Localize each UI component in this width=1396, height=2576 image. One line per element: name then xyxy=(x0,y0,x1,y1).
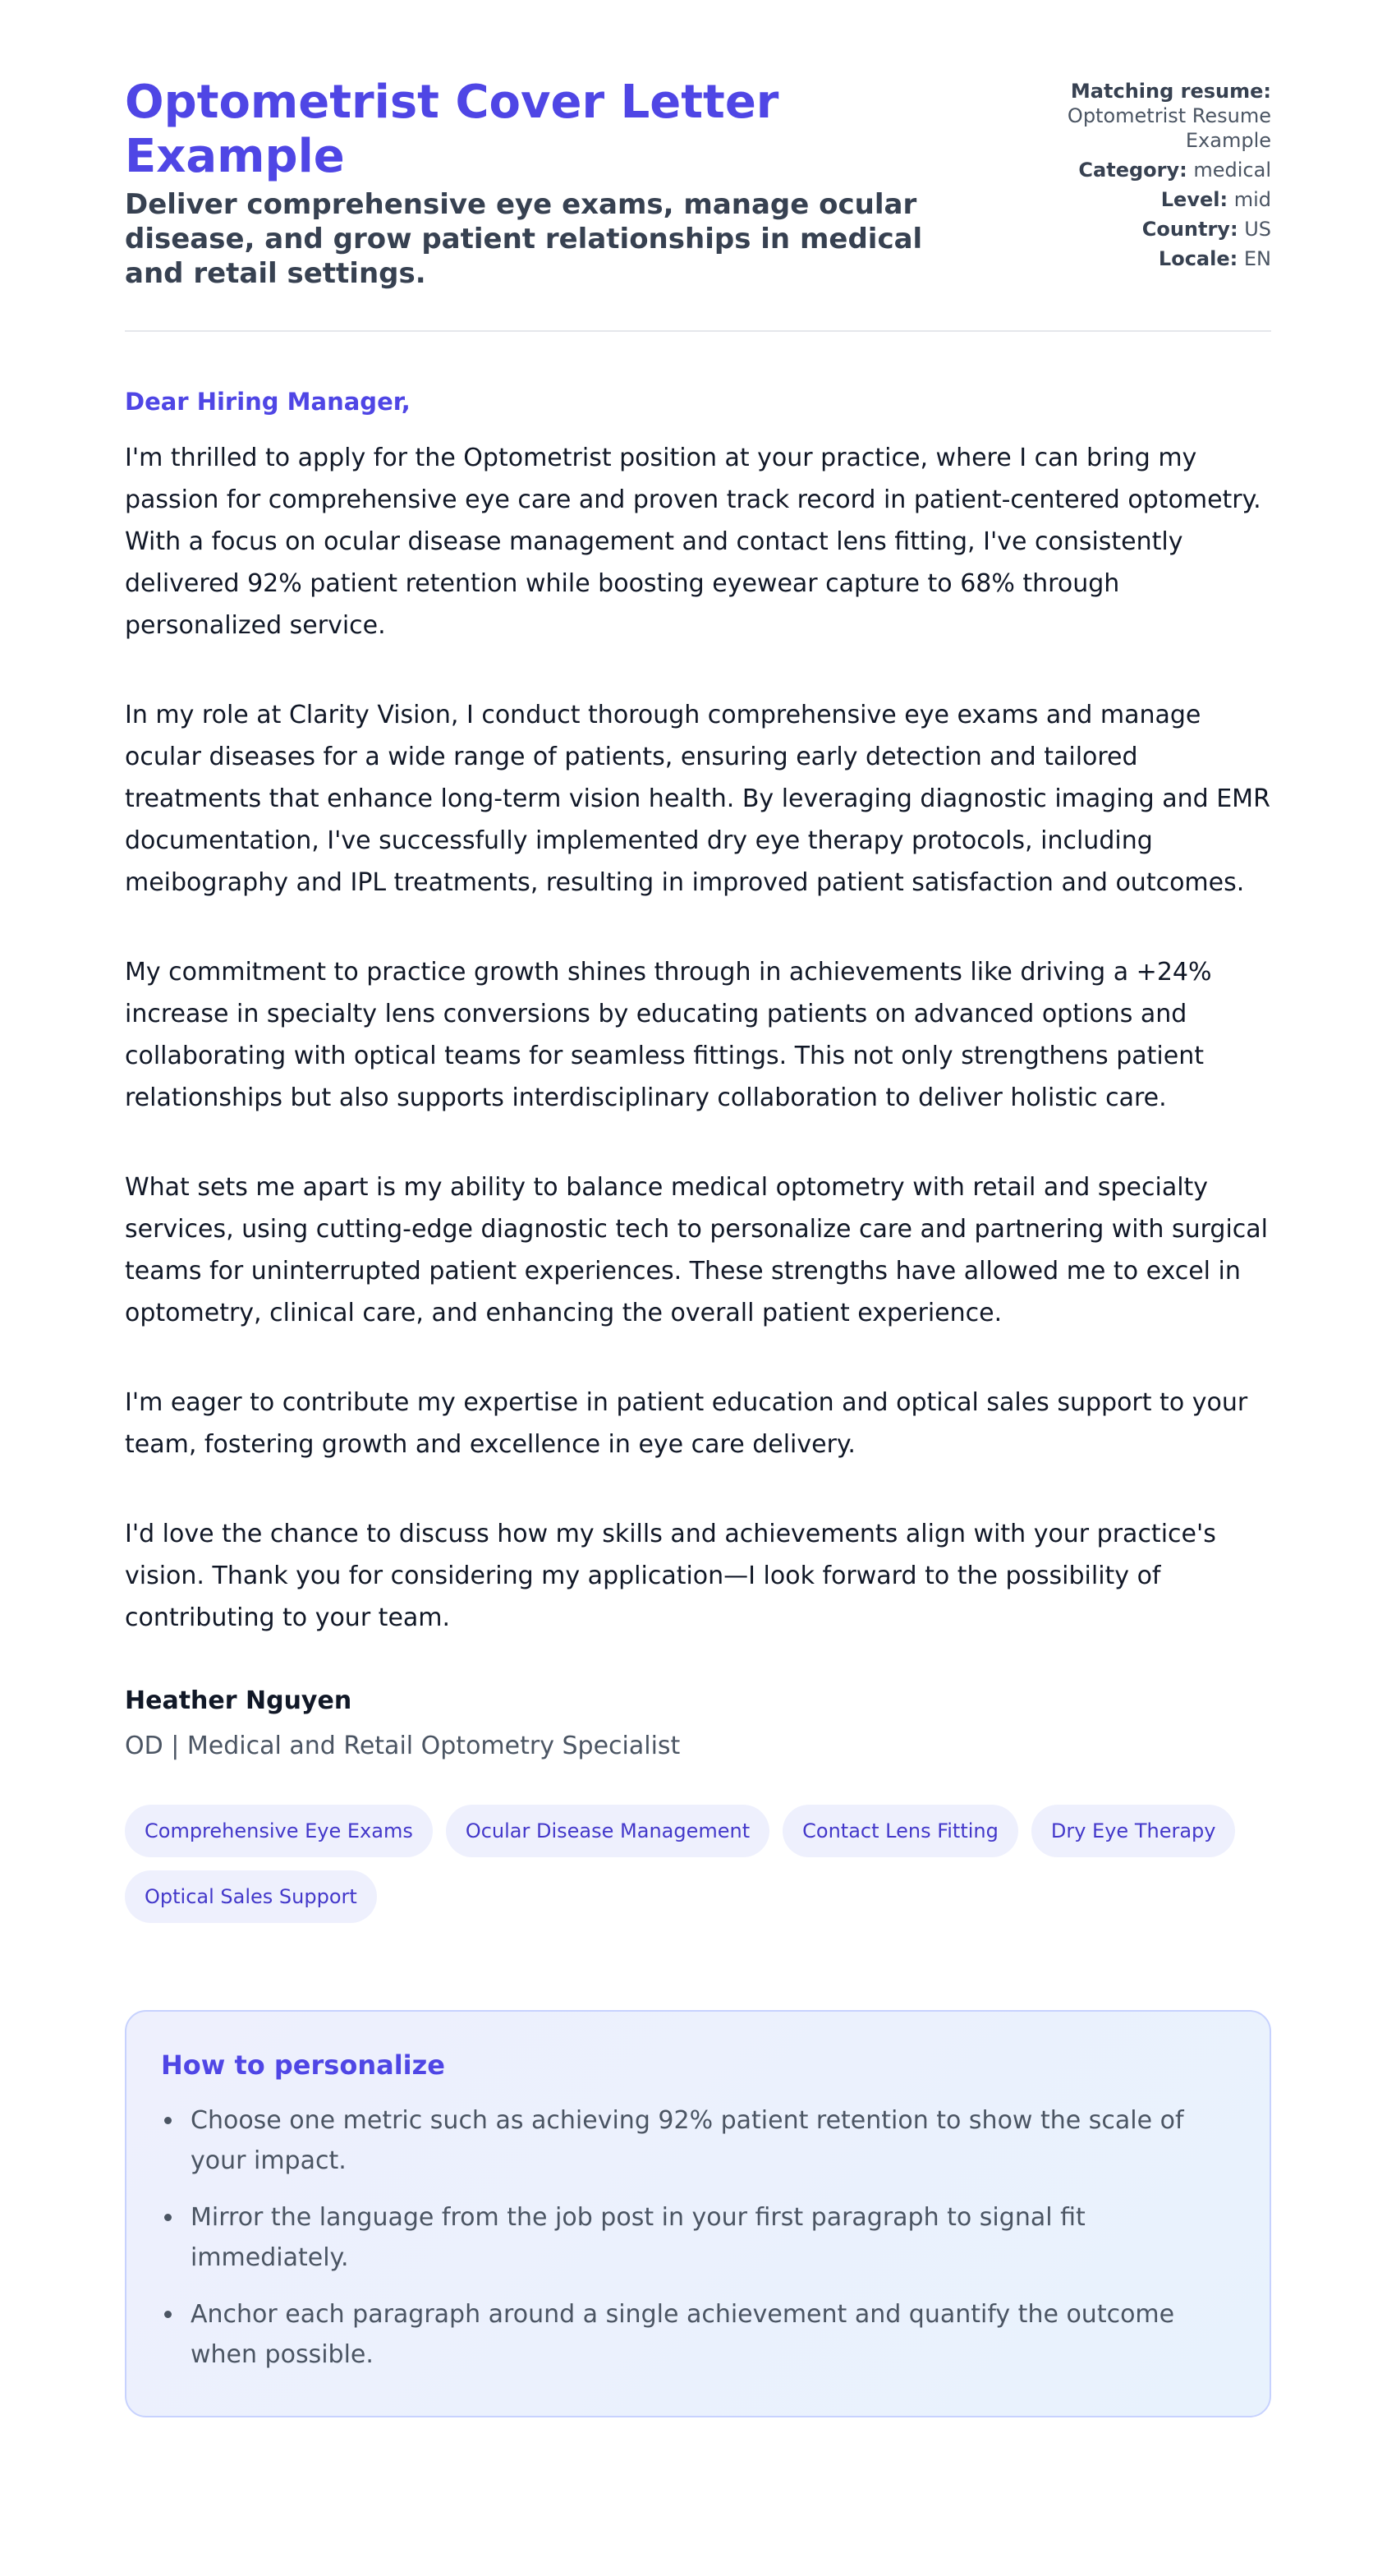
tip-item xyxy=(161,2100,1235,2181)
meta-level-value: mid xyxy=(1233,188,1271,211)
meta-matching-resume-label: Matching resume: xyxy=(1070,80,1271,103)
header-divider xyxy=(125,330,1271,332)
letter-greeting: Dear Hiring Manager, xyxy=(125,388,411,416)
meta-locale xyxy=(1025,246,1271,271)
meta-panel xyxy=(1025,79,1271,276)
bullet-dot-icon xyxy=(164,2214,172,2221)
letter-paragraph: What sets me apart is my ability to balance medical optometry with retail and specialty services, using cutting-edge diagnostic tech to personalize care and partnering with surgical teams for uninterrupted patient experiences. These strengths have allowed me to excel in optometry, clinical care, and enhancing the overall patient experience. xyxy=(125,1173,1268,1327)
tip-item xyxy=(161,2197,1235,2278)
tip-item xyxy=(161,2294,1235,2375)
meta-category-value: medical xyxy=(1193,159,1271,182)
meta-category xyxy=(1025,158,1271,182)
page-subtitle: Deliver comprehensive eye exams, manage ocular disease, and grow patient relationships in medical and retail settings. xyxy=(125,188,923,290)
skill-tag: Contact Lens Fitting xyxy=(783,1805,1018,1857)
tip-text: Anchor each paragraph around a single achievement and quantify the outcome when possible. xyxy=(191,2300,1175,2369)
meta-country-label: Country: xyxy=(1141,218,1238,241)
letter-paragraph: I'm eager to contribute my expertise in patient education and optical sales support to your team, fostering growth and excellence in eye care delivery. xyxy=(125,1388,1248,1459)
tips-title: How to personalize xyxy=(161,2049,445,2081)
tip-text: Choose one metric such as achieving 92% patient retention to show the scale of your impact. xyxy=(191,2106,1184,2175)
skill-tag: Optical Sales Support xyxy=(125,1870,377,1923)
meta-locale-value: EN xyxy=(1243,247,1271,270)
letter-paragraph: I'm thrilled to apply for the Optometrist position at your practice, where I can bring my passion for comprehensive eye care and proven track record in patient-centered optometry. With a focus on ocular disease management and contact lens fitting, I've consistently delivered 92% patient retention while boosting eyewear capture to 68% through personalized service. xyxy=(125,444,1261,640)
meta-level-label: Level: xyxy=(1160,188,1228,211)
signature-title: OD | Medical and Retail Optometry Specialist xyxy=(125,1732,681,1760)
letter-paragraph: In my role at Clarity Vision, I conduct thorough comprehensive eye exams and manage ocular diseases for a wide range of patients, ensuring early detection and tailored treatments that enhance long-term vision health. By leveraging diagnostic imaging and EMR documentation, I've successfully implemented dry eye therapy protocols, including meibography and IPL treatments, resulting in improved patient satisfaction and outcomes. xyxy=(125,701,1270,897)
meta-matching-resume-value[interactable]: Optometrist Resume Example xyxy=(1067,104,1271,152)
meta-level xyxy=(1025,187,1271,212)
meta-country-value: US xyxy=(1244,218,1271,241)
bullet-dot-icon xyxy=(164,2311,172,2318)
meta-matching-resume xyxy=(1025,79,1271,104)
tip-text: Mirror the language from the job post in your first paragraph to signal fit immediately. xyxy=(191,2203,1086,2272)
header-titles xyxy=(125,76,987,291)
bullet-dot-icon xyxy=(164,2117,172,2124)
letter-body xyxy=(125,437,1271,1639)
skill-tag: Comprehensive Eye Exams xyxy=(125,1805,433,1857)
tips-list xyxy=(161,2100,1235,2375)
page-title: Optometrist Cover Letter Example xyxy=(125,76,779,183)
letter-paragraph: I'd love the chance to discuss how my skills and achievements align with your practice's vision. Thank you for considering my application—I look forward to the possibility of contributing to your team. xyxy=(125,1520,1216,1632)
meta-category-label: Category: xyxy=(1078,159,1187,182)
skill-tag: Ocular Disease Management xyxy=(446,1805,769,1857)
meta-locale-label: Locale: xyxy=(1158,247,1238,270)
skill-tags xyxy=(125,1805,1274,1923)
page-header xyxy=(125,76,1271,291)
personalize-tips-box xyxy=(125,2010,1271,2417)
skill-tag: Dry Eye Therapy xyxy=(1031,1805,1236,1857)
letter-paragraph: My commitment to practice growth shines through in achievements like driving a +24% increase in specialty lens conversions by educating patients on advanced options and collaborating with optical teams for seamless fittings. This not only strengthens patient relationships but also supports interdisciplinary collaboration to deliver holistic care. xyxy=(125,958,1212,1112)
meta-country xyxy=(1025,217,1271,242)
signature-name: Heather Nguyen xyxy=(125,1686,352,1715)
